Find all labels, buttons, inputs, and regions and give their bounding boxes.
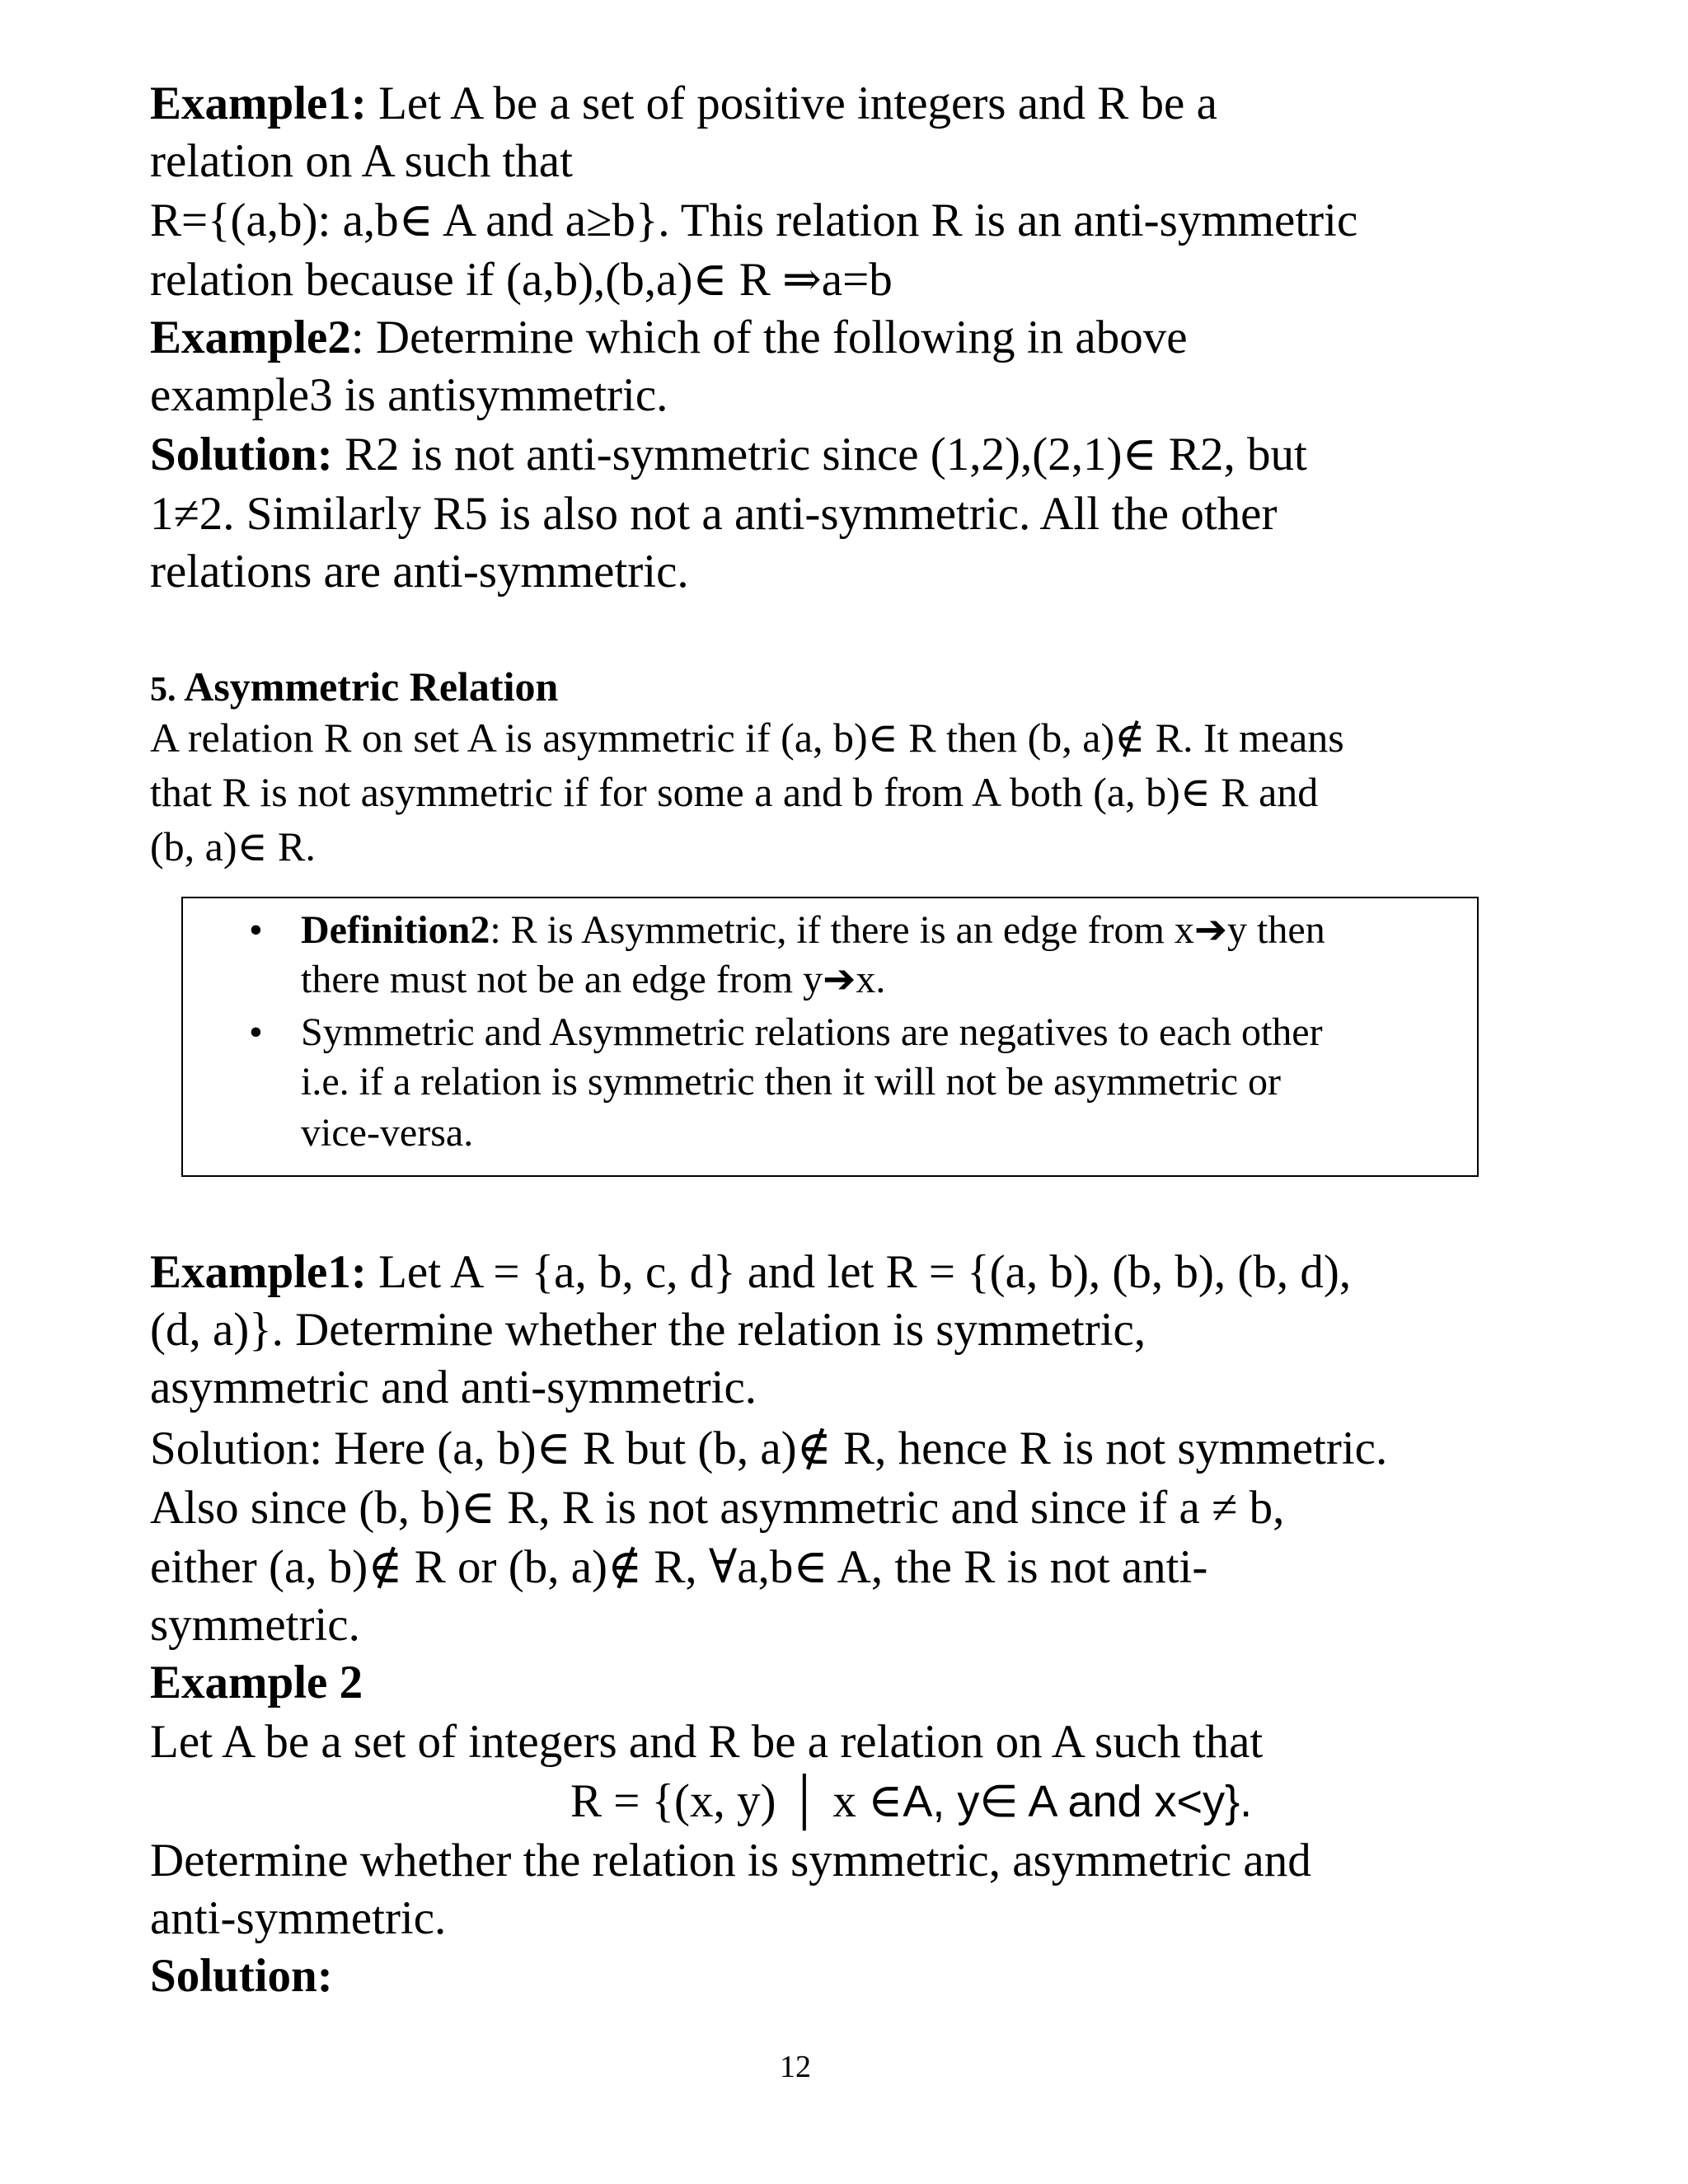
solution-line2: 1≠2. Similarly R5 is also not a anti-symmetric. All the other <box>150 488 1278 540</box>
solution-line1: Solution: R2 is not anti-symmetric since (1,2),(2,1)∈ R2, but <box>150 429 1307 480</box>
relation-formula: R = {(x, y) │ x ∈A, y∈ A and x<y}. <box>570 1775 1253 1827</box>
example2b-line1: Let A be a set of integers and R be a relation on A such that <box>150 1716 1264 1768</box>
example2-line2: example3 is antisymmetric. <box>150 369 668 421</box>
box-bullet2-line1: Symmetric and Asymmetric relations are negatives to each other <box>301 1010 1323 1054</box>
bullet-1: • <box>249 908 263 952</box>
page-number: 12 <box>780 2050 811 2084</box>
box-bullet2-line2: i.e. if a relation is symmetric then it will not be asymmetric or <box>301 1060 1282 1104</box>
example2b-line3: anti-symmetric. <box>150 1892 447 1944</box>
box-bullet2-line3: vice-versa. <box>301 1111 474 1155</box>
solution-line3: relations are anti-symmetric. <box>150 546 689 598</box>
example1-line3: R={(a,b): a,b∈ A and a≥b}. This relation R is an anti-symmetric <box>150 194 1358 246</box>
example1b-solution-line3: either (a, b)∉ R or (b, a)∉ R, ∀a,b∈ A, the R is not anti- <box>150 1541 1208 1593</box>
section-heading: 5. Asymmetric Relation <box>150 663 559 710</box>
section-paragraph-line2: that R is not asymmetric if for some a and b from A both (a, b)∈ R and <box>150 769 1319 815</box>
definition-line1: Definition2: R is Asymmetric, if there is an edge from x➔y then <box>301 908 1325 952</box>
example1b-solution-line4: symmetric. <box>150 1599 360 1651</box>
example1-line4: relation because if (a,b),(b,a)∈ R ⇒a=b <box>150 254 893 306</box>
example1b-solution-line1: Solution: Here (a, b)∈ R but (b, a)∉ R, hence R is not symmetric. <box>150 1422 1388 1474</box>
example1-line2: relation on A such that <box>150 135 573 187</box>
section-paragraph-line3: (b, a)∈ R. <box>150 823 316 869</box>
example1-line1: Example1: Let A be a set of positive integers and R be a <box>150 77 1217 129</box>
example1b-line1: Example1: Let A = {a, b, c, d} and let R = {(a, b), (b, b), (b, d), <box>150 1246 1352 1298</box>
definition-line2: there must not be an edge from y➔x. <box>301 958 886 1001</box>
example2b-solution-label: Solution: <box>150 1950 333 2002</box>
example1b-line3: asymmetric and anti-symmetric. <box>150 1361 757 1413</box>
example2b-heading: Example 2 <box>150 1657 363 1708</box>
example2b-line2: Determine whether the relation is symmetric, asymmetric and <box>150 1835 1311 1886</box>
bullet-2: • <box>249 1010 263 1054</box>
example1b-solution-line2: Also since (b, b)∈ R, R is not asymmetric and since if a ≠ b, <box>150 1482 1285 1534</box>
section-paragraph-line1: A relation R on set A is asymmetric if (a, b)∈ R then (b, a)∉ R. It means <box>150 715 1344 761</box>
example2-line1: Example2: Determine which of the following in above <box>150 312 1188 363</box>
example1b-line2: (d, a)}. Determine whether the relation is symmetric, <box>150 1304 1146 1356</box>
